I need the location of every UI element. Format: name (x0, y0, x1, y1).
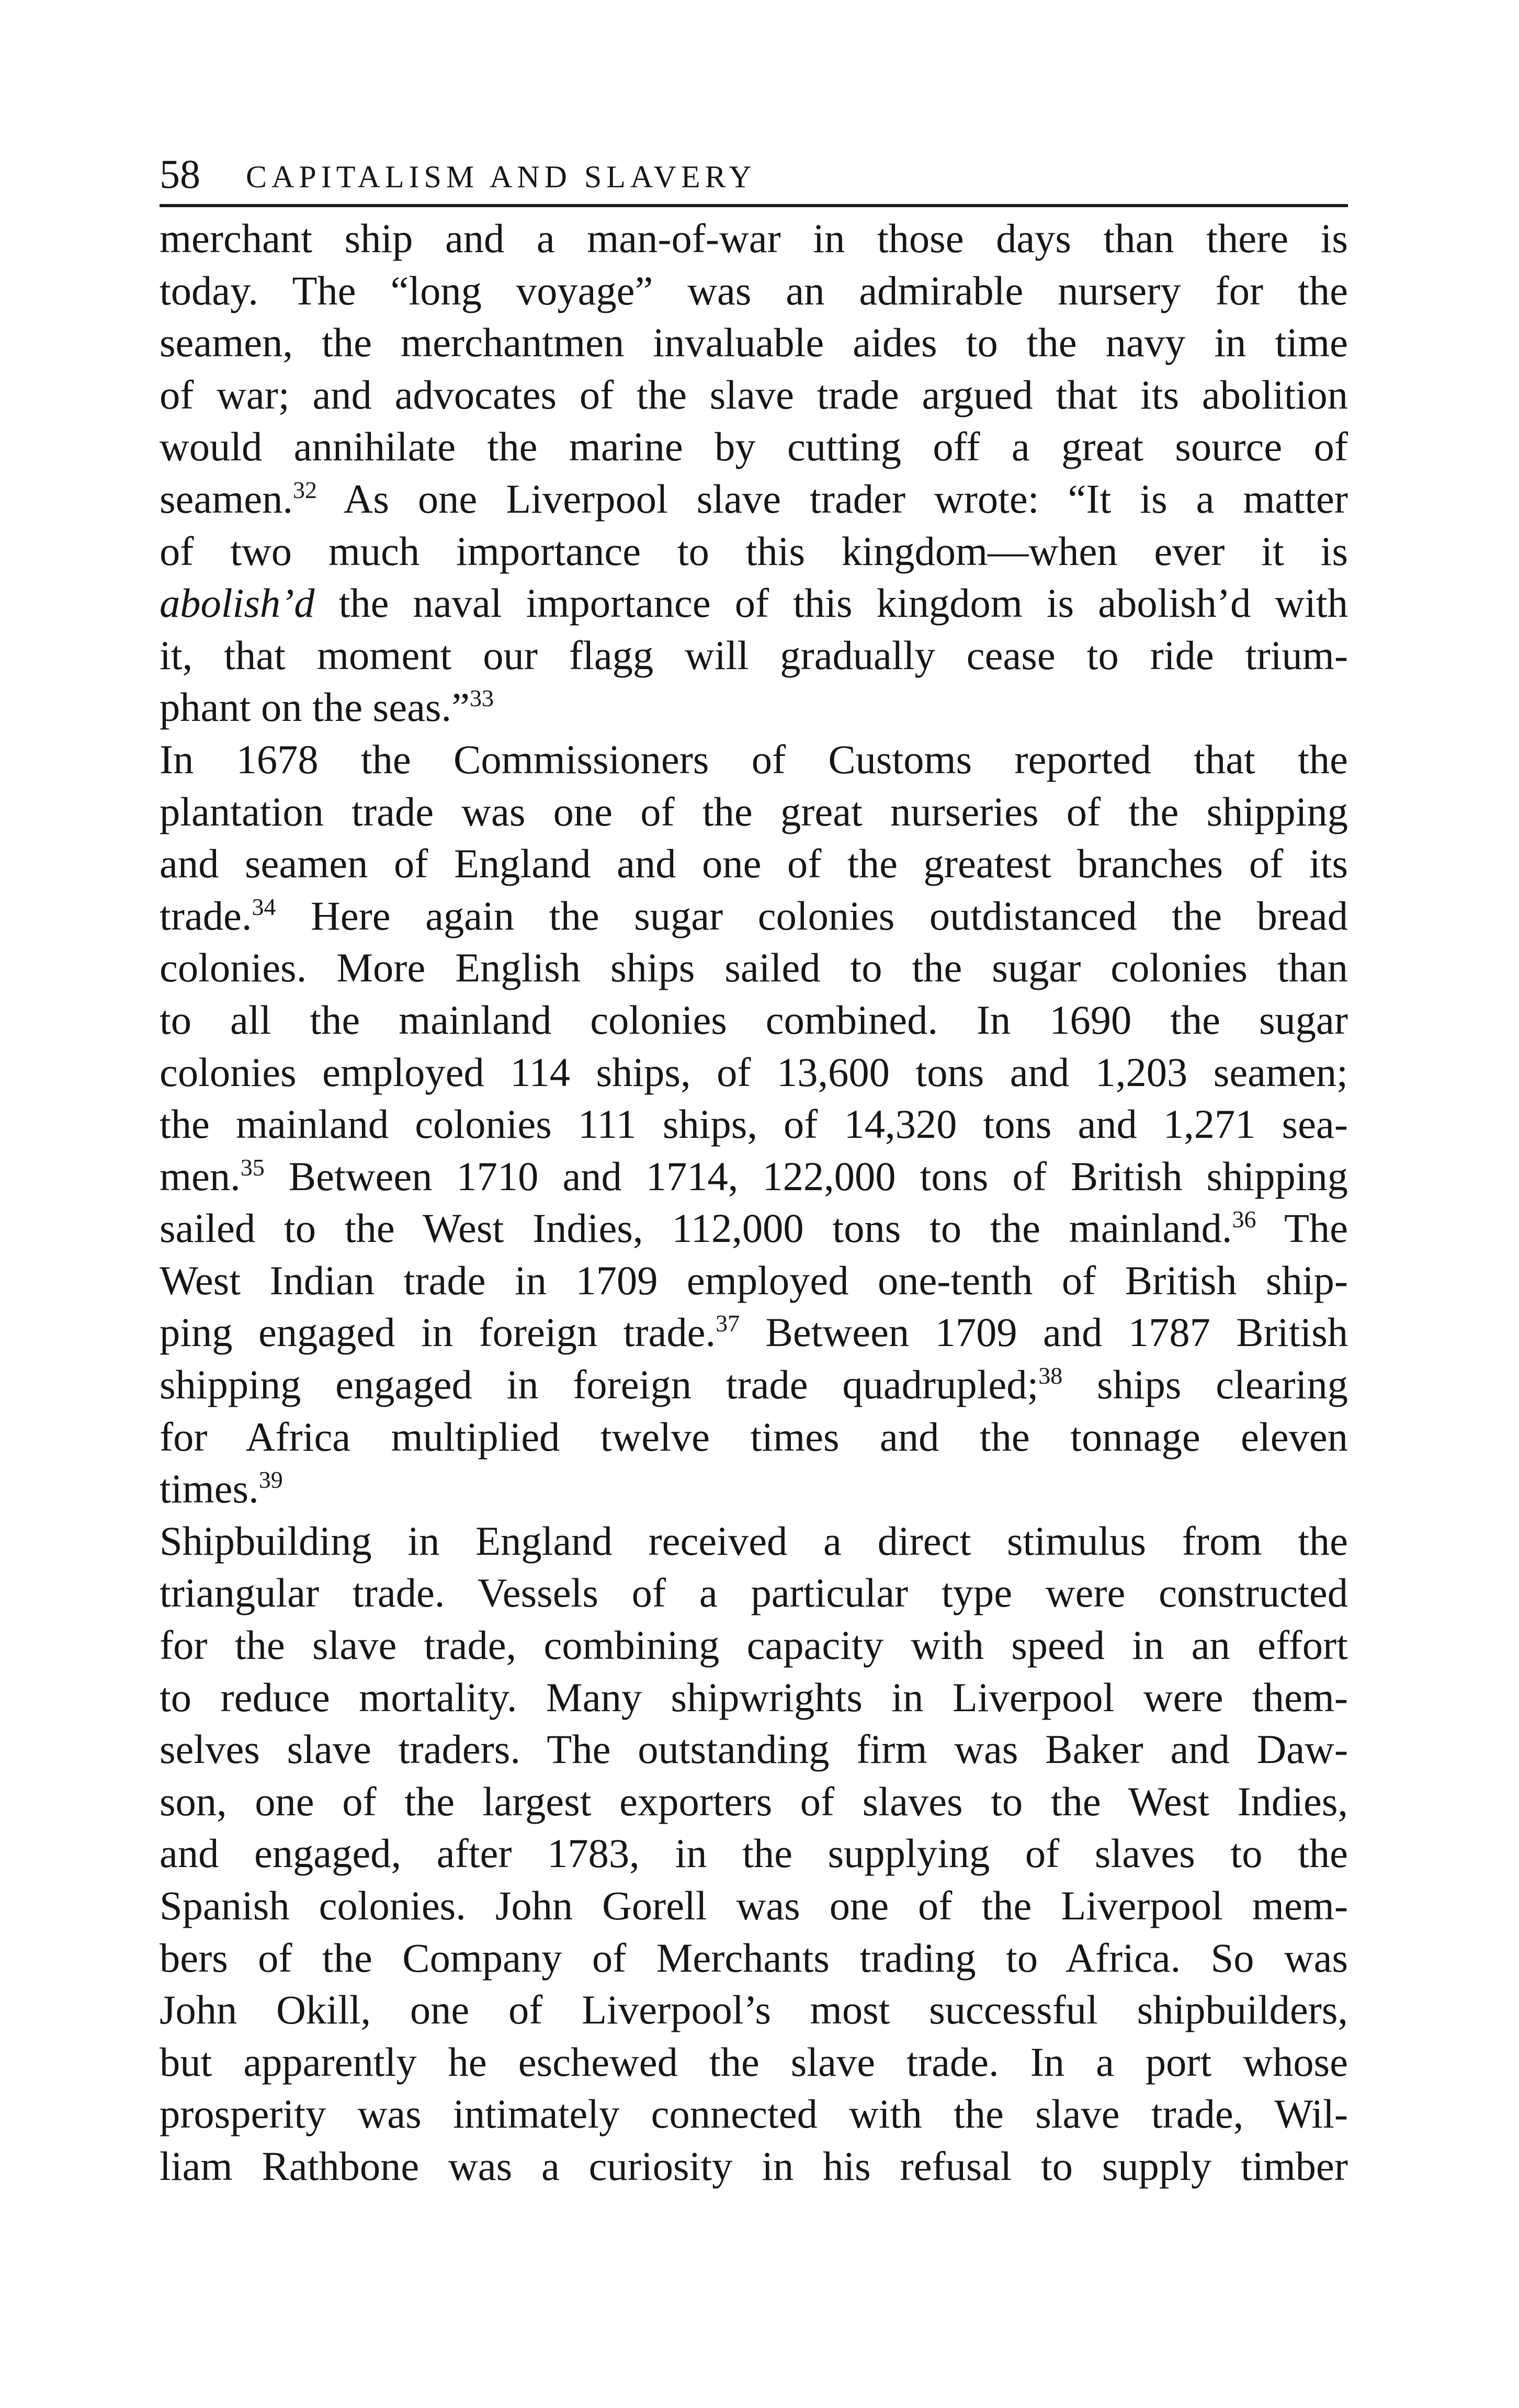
text-line (160, 890, 1348, 942)
text-segment: shipping engaged in foreign trade quadrupled; (160, 1362, 1039, 1408)
text-line: plantation trade was one of the great nurseries of the shipping (160, 788, 1348, 834)
text-line: bers of the Company of Merchants trading to Africa. So was (160, 1935, 1348, 1981)
text-line: liam Rathbone was a curiosity in his refusal to supply timber (160, 2143, 1348, 2189)
text-line: and engaged, after 1783, in the supplying of slaves to the (160, 1830, 1348, 1876)
text-line (160, 1359, 1348, 1411)
text-line: of war; and advocates of the slave trade argued that its abolition (160, 371, 1348, 417)
text-segment: ships clearing (1062, 1362, 1348, 1408)
running-head (160, 152, 1348, 207)
text-line: John Okill, one of Liverpool’s most successful shipbuilders, (160, 1987, 1348, 2033)
text-segment: seamen. (160, 476, 293, 522)
text-line: and seamen of England and one of the greatest branches of its (160, 841, 1348, 887)
book-page (160, 152, 1348, 2192)
text-line: selves slave traders. The outstanding firm was Baker and Daw- (160, 1726, 1348, 1772)
text-segment: men. (160, 1153, 241, 1199)
text-line: to all the mainland colonies combined. In 1690 the sugar (160, 997, 1348, 1043)
paragraph-first-line: Shipbuilding in England received a direct stimulus from the (160, 1518, 1348, 1564)
footnote-ref: 32 (293, 476, 318, 503)
text-line: the mainland colonies 111 ships, of 14,320 tons and 1,271 sea- (160, 1101, 1348, 1147)
text-line (160, 1202, 1348, 1254)
footnote-ref: 37 (716, 1310, 740, 1337)
text-line: it, that moment our flagg will gradually cease to ride trium- (160, 632, 1348, 678)
text-line: of two much importance to this kingdom—when ever it is (160, 528, 1348, 574)
italic-text: abolish’d (160, 580, 315, 626)
text-line: for Africa multiplied twelve times and the tonnage eleven (160, 1414, 1348, 1460)
text-segment: Between 1709 and 1787 British (740, 1309, 1348, 1355)
text-line (160, 1463, 1348, 1515)
paragraph-first-line: In 1678 the Commissioners of Customs reported that the (160, 736, 1348, 782)
text-line: colonies employed 114 ships, of 13,600 tons and 1,203 seamen; (160, 1049, 1348, 1095)
footnote-ref: 34 (252, 893, 276, 920)
text-line: colonies. More English ships sailed to the sugar colonies than (160, 945, 1348, 991)
text-line: triangular trade. Vessels of a particular type were constructed (160, 1570, 1348, 1616)
text-line: merchant ship and a man-of-war in those days than there is (160, 216, 1348, 261)
page-number: 58 (160, 151, 200, 197)
text-segment: trade. (160, 892, 252, 939)
text-line: son, one of the largest exporters of slaves to the West Indies, (160, 1778, 1348, 1824)
text-line: to reduce mortality. Many shipwrights in Liverpool were them- (160, 1674, 1348, 1720)
text-line: but apparently he eschewed the slave trade. In a port whose (160, 2039, 1348, 2085)
footnote-ref: 36 (1232, 1206, 1256, 1233)
body-text (160, 212, 1348, 2192)
text-line (160, 473, 1348, 525)
text-line: Spanish colonies. John Gorell was one of the Liverpool mem- (160, 1883, 1348, 1928)
text-segment: Between 1710 and 1714, 122,000 tons of British shipping (264, 1153, 1348, 1199)
text-line (160, 1150, 1348, 1203)
text-segment: The (1256, 1205, 1348, 1251)
text-line: West Indian trade in 1709 employed one-tenth of British ship- (160, 1257, 1348, 1303)
text-segment: As one Liverpool slave trader wrote: “It is a matter (317, 476, 1348, 522)
book-title: CAPITALISM AND SLAVERY (246, 160, 756, 194)
footnote-ref: 35 (240, 1154, 265, 1181)
text-line: today. The “long voyage” was an admirable nursery for the (160, 267, 1348, 313)
text-segment: Here again the sugar colonies outdistanced the bread (276, 892, 1348, 939)
text-line: would annihilate the marine by cutting off a great source of (160, 424, 1348, 470)
text-line (160, 577, 1348, 629)
text-segment: sailed to the West Indies, 112,000 tons to the mainland. (160, 1205, 1232, 1251)
footnote-ref: 38 (1038, 1362, 1063, 1389)
footnote-ref: 33 (469, 685, 494, 712)
text-line: prosperity was intimately connected with the slave trade, Wil- (160, 2091, 1348, 2137)
text-segment: phant on the seas.” (160, 684, 470, 730)
text-line (160, 681, 1348, 733)
text-line: seamen, the merchantmen invaluable aides to the navy in time (160, 320, 1348, 366)
text-segment: times. (160, 1466, 259, 1512)
text-line (160, 1306, 1348, 1359)
footnote-ref: 39 (258, 1466, 283, 1494)
text-segment: ping engaged in foreign trade. (160, 1309, 716, 1355)
text-segment: the naval importance of this kingdom is abolish’d with (314, 580, 1348, 626)
text-line: for the slave trade, combining capacity with speed in an effort (160, 1622, 1348, 1668)
